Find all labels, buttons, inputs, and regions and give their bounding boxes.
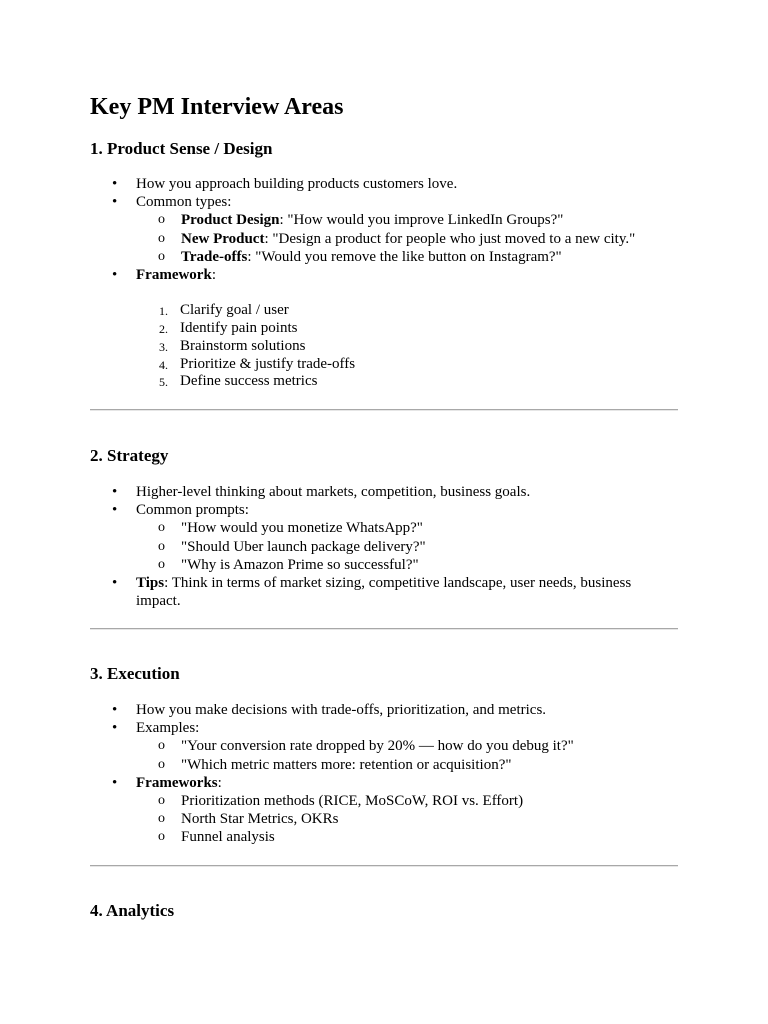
bullet-item — [90, 193, 678, 266]
sub-item — [136, 810, 678, 828]
sub-item-text: Prioritization methods (RICE, MoSCoW, ROI vs. Effort) — [181, 793, 524, 810]
step-number: 2. — [159, 322, 168, 337]
sub-item-label: Product Design — [181, 212, 280, 229]
section-analytics — [90, 900, 678, 922]
step-item — [90, 356, 678, 374]
sub-item-text: : "How would you improve LinkedIn Groups?" — [279, 212, 564, 229]
bullet-label: Tips — [136, 575, 165, 592]
bullet-label: Framework — [136, 267, 212, 284]
sub-list — [136, 519, 678, 574]
sub-item — [136, 230, 678, 248]
sub-item-text: "How would you monetize WhatsApp?" — [181, 520, 423, 537]
step-text: Brainstorm solutions — [180, 337, 306, 354]
sub-list — [136, 737, 678, 773]
bullet-label: Frameworks — [136, 774, 218, 791]
step-item — [90, 338, 678, 356]
sub-item-text: "Your conversion rate dropped by 20% — how do you debug it?" — [181, 738, 574, 755]
sub-item-label: New Product — [181, 230, 265, 247]
bullet-item — [90, 175, 678, 193]
sub-item-label: Trade-offs — [181, 248, 248, 265]
sub-item — [136, 519, 678, 537]
bullet-item — [90, 266, 678, 284]
sub-item — [136, 756, 678, 774]
section-heading: 4. Analytics — [90, 901, 175, 920]
bullet-item — [90, 719, 678, 774]
sub-item — [136, 828, 678, 846]
bullet-text: Examples: — [136, 720, 200, 737]
sub-item-text: "Which metric matters more: retention or acquisition?" — [181, 756, 512, 773]
bullet-item — [90, 483, 678, 501]
sub-item — [136, 248, 678, 266]
sub-item — [136, 737, 678, 755]
bullet-list — [90, 701, 678, 847]
step-number: 4. — [159, 357, 168, 372]
bullet-text: Common types: — [136, 194, 232, 211]
bullet-item — [90, 701, 678, 719]
sub-item — [136, 538, 678, 556]
document-title: Key PM Interview Areas — [90, 94, 344, 120]
sub-item-text: : "Design a product for people who just moved to a new city." — [264, 230, 636, 247]
step-item — [90, 320, 678, 338]
sub-item-text: "Why is Amazon Prime so successful?" — [181, 556, 419, 573]
step-number: 1. — [159, 304, 168, 319]
section-product-sense — [90, 138, 678, 391]
bullet-text: : — [211, 267, 216, 284]
section-divider — [90, 865, 678, 867]
step-text: Identify pain points — [180, 320, 298, 337]
framework-steps — [90, 302, 678, 391]
sub-item-text: "Should Uber launch package delivery?" — [181, 538, 426, 555]
bullet-item — [90, 774, 678, 847]
sub-item-text: North Star Metrics, OKRs — [181, 811, 339, 828]
sub-item-text: Funnel analysis — [181, 829, 275, 846]
bullet-text: How you make decisions with trade-offs, prioritization, and metrics. — [136, 702, 547, 718]
step-number: 3. — [159, 339, 168, 354]
sub-list — [136, 792, 678, 847]
bullet-text: Common prompts: — [136, 502, 249, 519]
sub-item — [136, 211, 678, 229]
bullet-list — [90, 483, 678, 610]
section-execution — [90, 663, 678, 847]
sub-item-text: : "Would you remove the like button on Instagram?" — [247, 248, 562, 265]
bullet-item — [90, 574, 678, 610]
bullet-text: Higher-level thinking about markets, competition, business goals. — [136, 484, 531, 500]
section-heading: 2. Strategy — [90, 446, 169, 465]
bullet-text: : — [217, 774, 222, 791]
step-text: Define success metrics — [180, 373, 318, 390]
section-heading: 1. Product Sense / Design — [90, 139, 273, 158]
step-number: 5. — [159, 375, 168, 390]
step-item — [90, 302, 678, 320]
sub-item — [136, 556, 678, 574]
section-divider — [90, 409, 678, 411]
bullet-item — [90, 501, 678, 574]
step-text: Clarify goal / user — [180, 302, 289, 319]
step-text: Prioritize & justify trade-offs — [180, 355, 356, 372]
bullet-text: How you approach building products customers love. — [136, 176, 458, 192]
section-strategy — [90, 445, 678, 610]
sub-list — [136, 211, 678, 266]
section-divider — [90, 628, 678, 630]
bullet-text: : Think in terms of market sizing, competitive landscape, user needs, business impact. — [136, 575, 632, 610]
section-heading: 3. Execution — [90, 664, 180, 683]
step-item — [90, 373, 678, 391]
bullet-list — [90, 175, 678, 284]
sub-item — [136, 792, 678, 810]
